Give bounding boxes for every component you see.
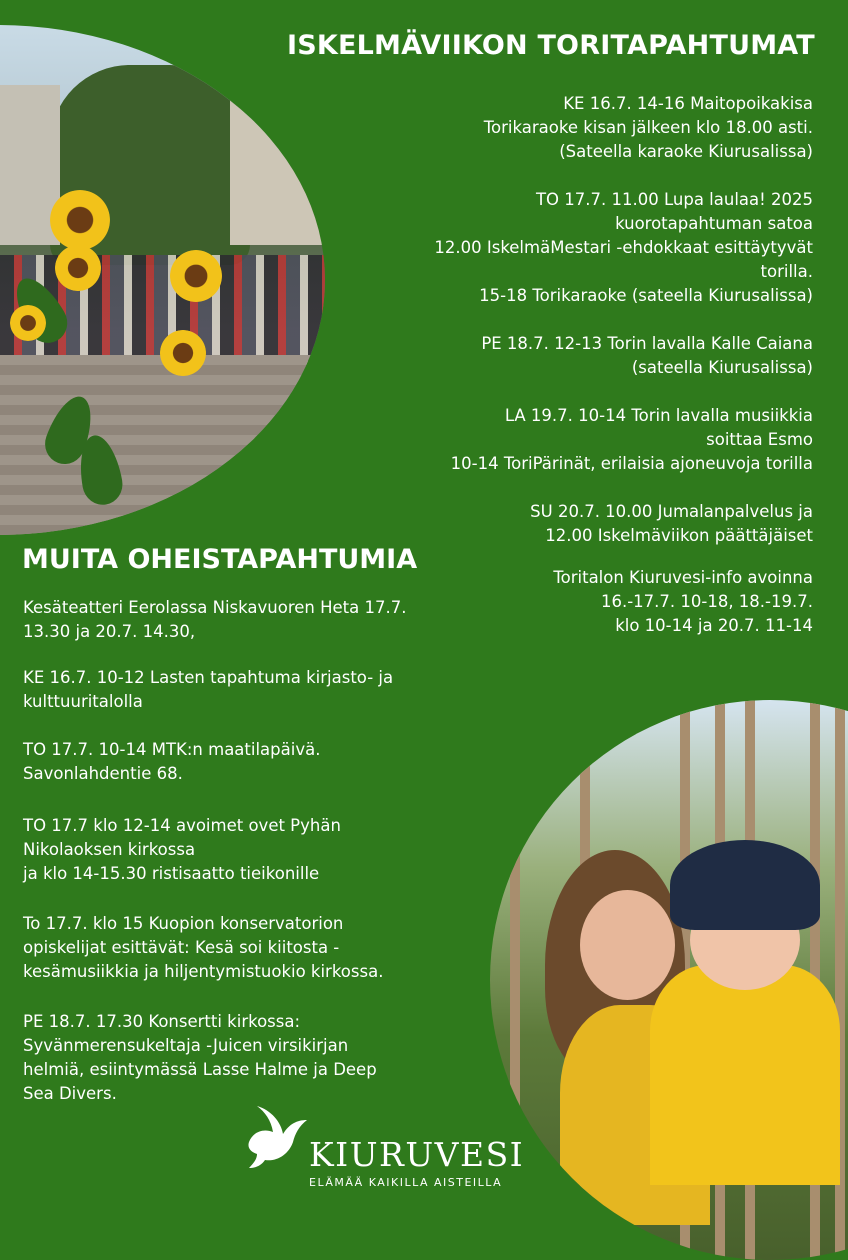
schedule-line: 10-14 ToriPärinät, erilaisia ajoneuvoja torilla [450,454,813,473]
info-hours [553,566,813,638]
other-event [23,596,407,644]
schedule-line: torilla. [760,262,813,281]
schedule-line: 16.-17.7. 10-18, 18.-19.7. [600,592,813,611]
schedule-item [434,188,813,308]
other-event [23,1010,377,1106]
schedule-line: klo 10-14 ja 20.7. 11-14 [615,616,813,635]
schedule-line: 15-18 Torikaraoke (sateella Kiurusalissa) [479,286,813,305]
event-line: Savonlahdentie 68. [23,764,183,783]
other-event [23,666,393,714]
other-event [23,814,341,886]
schedule-line: PE 18.7. 12-13 Torin lavalla Kalle Caiana [481,334,813,353]
schedule-line: (sateella Kiurusalissa) [631,358,813,377]
event-line: Sea Divers. [23,1084,117,1103]
bird-icon [243,1102,309,1168]
schedule-item [530,500,813,548]
schedule-item [481,332,813,380]
schedule-line: (Sateella karaoke Kiurusalissa) [559,142,813,161]
other-event [23,738,320,786]
schedule-line: SU 20.7. 10.00 Jumalanpalvelus ja [530,502,813,521]
event-line: kulttuuritalolla [23,692,143,711]
logo-name: KIURUVESI [309,1135,525,1174]
market-crowd-photo [0,25,325,535]
schedule-line: LA 19.7. 10-14 Torin lavalla musiikkia [504,406,813,425]
page-title: ISKELMÄVIIKON TORITAPAHTUMAT [287,30,815,61]
event-line: ja klo 14-15.30 ristisaatto tieikonille [23,864,320,883]
schedule-line: Toritalon Kiuruvesi-info avoinna [553,568,813,587]
schedule-line: soittaa Esmo [706,430,813,449]
event-line: opiskelijat esittävät: Kesä soi kiitosta - [23,938,340,957]
event-line: kesämusiikkia ja hiljentymistuokio kirkossa. [23,962,384,981]
mother-child-photo [490,700,848,1260]
event-line: To 17.7. klo 15 Kuopion konservatorion [23,914,344,933]
schedule-line: kuorotapahtuman satoa [615,214,813,233]
schedule-line: 12.00 Iskelmäviikon päättäjäiset [545,526,813,545]
event-line: TO 17.7. 10-14 MTK:n maatilapäivä. [23,740,321,759]
other-event [23,912,383,984]
event-line: 13.30 ja 20.7. 14.30, [23,622,196,641]
event-line: KE 16.7. 10-12 Lasten tapahtuma kirjasto- ja [23,668,394,687]
event-line: PE 18.7. 17.30 Konsertti kirkossa: [23,1012,301,1031]
event-line: helmiä, esiintymässä Lasse Halme ja Deep [23,1060,377,1079]
schedule-line: Torikaraoke kisan jälkeen klo 18.00 asti. [483,118,813,137]
kiuruvesi-logo [243,1102,533,1192]
logo-slogan: ELÄMÄÄ KAIKILLA AISTEILLA [309,1176,503,1189]
event-line: Syvänmerensukeltaja -Juicen virsikirjan [23,1036,349,1055]
event-line: Nikolaoksen kirkossa [23,840,196,859]
schedule-line: 12.00 IskelmäMestari -ehdokkaat esittäytyvät [434,238,813,257]
event-line: TO 17.7 klo 12-14 avoimet ovet Pyhän [23,816,341,835]
other-events-title: MUITA OHEISTAPAHTUMIA [22,544,418,575]
schedule-line: KE 16.7. 14-16 Maitopoikakisa [563,94,813,113]
schedule-line: TO 17.7. 11.00 Lupa laulaa! 2025 [535,190,813,209]
schedule-item [451,404,813,476]
schedule-item [484,92,813,164]
event-line: Kesäteatteri Eerolassa Niskavuoren Heta 17.7. [23,598,407,617]
